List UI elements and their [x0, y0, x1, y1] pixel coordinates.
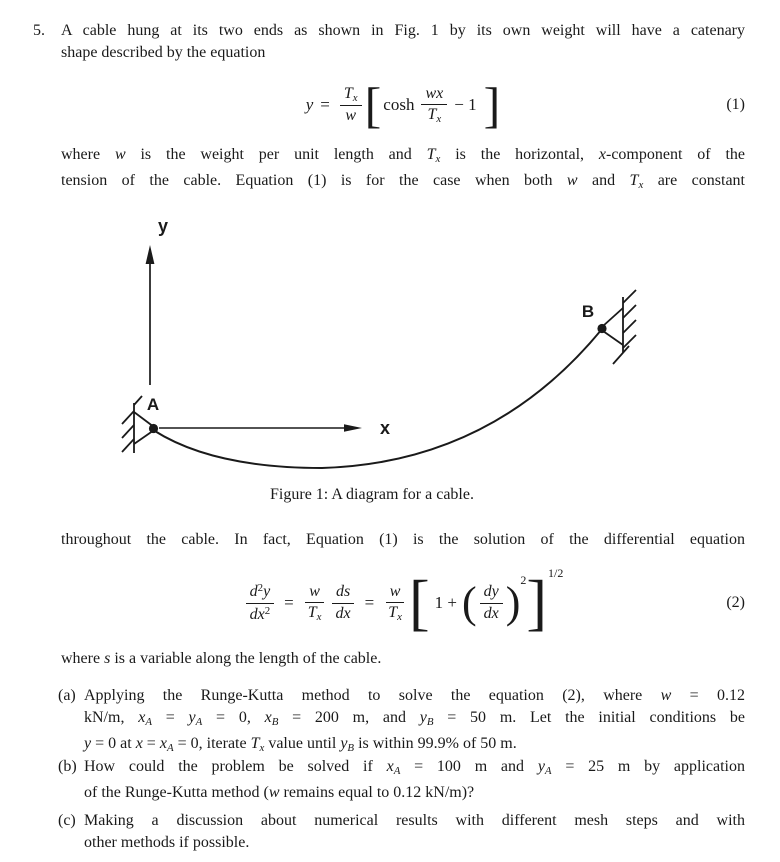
fraction-w-over-Tx-2: $\frac{w}{Tx}$ [384, 583, 406, 624]
equation-2-number: (2) [726, 594, 745, 611]
item-a-line-1: Applying the Runge-Kutta method to solve the equation (2), where w = 0.12 [84, 687, 745, 704]
fraction-wx-over-Tx: $\frac{wx}{Tx}$ [421, 85, 447, 126]
x-axis-label: x [379, 418, 391, 438]
fraction-w-over-Tx-1: $\frac{w}{Tx}$ [304, 583, 326, 624]
throughout-paragraph [61, 529, 745, 551]
problem-number: 5. [33, 22, 45, 39]
y-axis-label: y [157, 216, 169, 236]
figure-caption: Figure 1: A diagram for a cable. [270, 486, 474, 503]
point-b-label: B [581, 302, 595, 321]
where-w-line-1: where w is the weight per unit length and Tx is the horizontal, x-component of the [61, 146, 746, 166]
exponent-one-half: 1/2 [548, 566, 564, 580]
item-a-line-2: kN/m, xA = yA = 0, xB = 200 m, and yB = 50 m. Let the initial conditions be [84, 709, 746, 729]
intro-paragraph [61, 20, 745, 64]
fraction-d2y-over-dx2: $\frac{d^2y}{dx^2}$ [246, 582, 275, 624]
cosh-function: cosh [383, 95, 415, 114]
equation-1-body [61, 74, 745, 136]
item-b-text [84, 756, 745, 804]
eq1-equals: = [320, 95, 330, 114]
item-a-text [84, 685, 745, 759]
close-bracket: ] [526, 569, 548, 637]
exponent-2: 2 [520, 573, 527, 587]
where-s-line-1: where s is a variable along the length of the cable. [61, 650, 382, 667]
equation-2 [61, 563, 745, 643]
close-paren: ) [505, 578, 521, 627]
item-a-label: (a) [58, 687, 76, 704]
x-axis-arrowhead-icon [344, 424, 362, 432]
where-w-paragraph [61, 144, 745, 196]
equation-1-number: (1) [726, 96, 745, 113]
eq1-minus-one: − 1 [454, 95, 477, 114]
eq1-lhs: y [305, 95, 314, 114]
item-c-text [84, 810, 745, 854]
figure-cable-diagram [0, 210, 780, 486]
open-bracket: [ [408, 569, 430, 637]
eq2-equals-2: = [364, 593, 375, 612]
eq2-one-plus: 1 + [434, 593, 457, 612]
item-c-label: (c) [58, 812, 76, 829]
item-c-line-2: other methods if possible. [84, 834, 250, 851]
intro-line-1: A cable hung at its two ends as shown in Fig. 1 by its own weight will have a catenary [61, 22, 745, 39]
item-b-line-2: of the Runge-Kutta method (w remains equal to 0.12 kN/m)? [84, 784, 475, 802]
fraction-dy-over-dx: $\frac{dy}{dx}$ [480, 583, 503, 623]
cable-curve [154, 329, 602, 468]
intro-line-2: shape described by the equation [61, 44, 266, 61]
where-s-paragraph [61, 648, 745, 670]
item-b-label: (b) [58, 758, 77, 775]
equation-2-body [61, 563, 745, 643]
point-b [597, 324, 606, 333]
y-axis-arrowhead-icon [146, 245, 155, 264]
equation-1 [61, 74, 745, 136]
item-b-line-1: How could the problem be solved if xA = 100 m and yA = 25 m by application [84, 758, 746, 778]
open-paren: ( [461, 578, 477, 627]
eq2-equals-1: = [284, 593, 294, 612]
close-bracket: ] [483, 77, 501, 133]
point-a-label: A [146, 395, 160, 414]
where-w-line-2: tension of the cable. Equation (1) is for the case when both w and Tx are constant [61, 172, 745, 192]
fraction-Tx-over-w: $\frac{Tx}{w}$ [340, 85, 362, 126]
item-b [57, 756, 745, 804]
fraction-ds-over-dx: $\frac{ds}{dx}$ [332, 583, 355, 623]
item-c-line-1: Making a discussion about numerical results with different mesh steps and with [84, 812, 745, 829]
throughout-line-1: throughout the cable. In fact, Equation (1) is the solution of the differential equation [61, 531, 745, 548]
support-b [603, 290, 636, 364]
item-a-line-3: y = 0 at x = xA = 0, iterate Tx value until yB is within 99.9% of 50 m. [84, 735, 517, 755]
item-a [57, 685, 745, 759]
open-bracket: [ [364, 77, 382, 133]
item-c [57, 810, 745, 854]
